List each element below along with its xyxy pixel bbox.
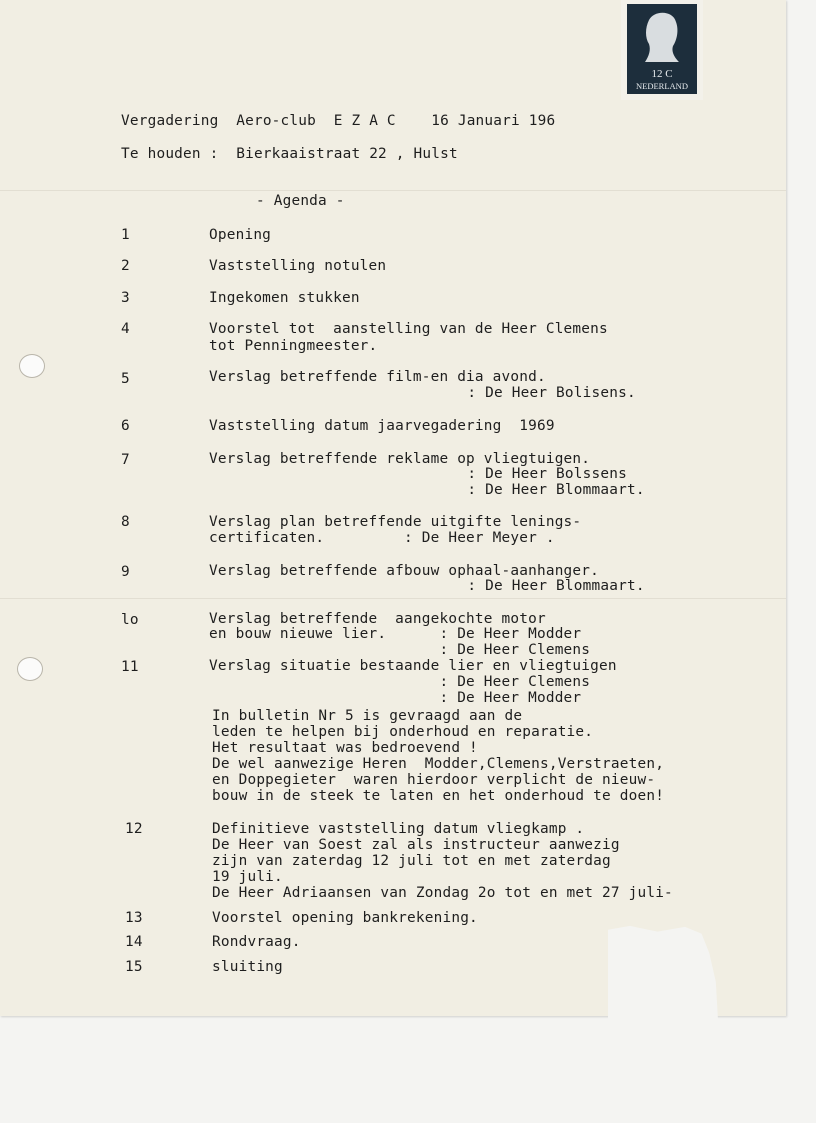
item-text: 19 juli. <box>212 869 283 885</box>
item-text: : De Heer Bolssens <box>299 466 627 482</box>
item-text: certificaten. : De Heer Meyer . <box>209 530 555 546</box>
agenda-title: - Agenda - <box>256 193 345 209</box>
item-text: Voorstel opening bankrekening. <box>212 910 478 926</box>
item-text: De Heer Adriaansen van Zondag 2o tot en met 27 juli- <box>212 885 673 901</box>
item-text: Vaststelling datum jaarvegadering 1969 <box>209 418 555 434</box>
item-text: Opening <box>209 227 272 243</box>
item-text: Verslag betreffende film-en dia avond. <box>209 369 546 385</box>
item-text: In bulletin Nr 5 is gevraagd aan de <box>212 708 523 724</box>
fold-line <box>0 190 786 191</box>
stamp-value: 12 C <box>651 68 673 80</box>
item-text: Verslag betreffende afbouw ophaal-aanhanger. <box>209 563 600 579</box>
item-text: Ingekomen stukken <box>209 290 360 306</box>
item-number: 13 <box>125 910 143 926</box>
item-number: 3 <box>121 290 130 306</box>
item-text: Het resultaat was bedroevend ! <box>212 740 478 756</box>
item-text: : De Heer Blommaart. <box>299 482 645 498</box>
item-text: Verslag situatie bestaande lier en vliegtuigen <box>209 658 617 674</box>
item-number: 5 <box>121 371 130 387</box>
item-number: 11 <box>121 659 139 675</box>
item-text: Verslag betreffende reklame op vliegtuigen. <box>209 451 591 467</box>
item-text: Voorstel tot aanstelling van de Heer Clemens <box>209 321 608 337</box>
item-text: leden te helpen bij onderhoud en reparatie. <box>212 724 594 740</box>
postage-stamp <box>621 0 703 100</box>
meeting-line: Vergadering Aero-club E Z A C 16 Januari 196 <box>121 113 556 129</box>
torn-corner <box>608 924 718 1020</box>
item-number: 1 <box>121 227 130 243</box>
fold-line <box>0 598 786 599</box>
item-text: : De Heer Clemens <box>209 642 591 658</box>
punch-hole <box>17 657 43 681</box>
item-text: Verslag betreffende aangekochte motor <box>209 611 546 627</box>
item-number: 6 <box>121 418 130 434</box>
item-text: Vaststelling notulen <box>209 258 387 274</box>
item-text: tot Penningmeester. <box>209 338 378 354</box>
item-number: 8 <box>121 514 130 530</box>
item-text: : De Heer Bolisens. <box>299 385 636 401</box>
item-text: : De Heer Modder <box>209 690 582 706</box>
item-text: Verslag plan betreffende uitgifte lenings- <box>209 514 582 530</box>
item-text: sluiting <box>212 959 283 975</box>
item-number: 12 <box>125 821 143 837</box>
item-text: en Doppegieter waren hierdoor verplicht de nieuw- <box>212 772 656 788</box>
item-number: lo <box>121 612 139 628</box>
item-text: De Heer van Soest zal als instructeur aanwezig <box>212 837 620 853</box>
item-text: De wel aanwezige Heren Modder,Clemens,Verstraeten, <box>212 756 665 772</box>
item-number: 4 <box>121 321 130 337</box>
item-text: : De Heer Blommaart. <box>299 578 645 594</box>
item-text: bouw in de steek te laten en het onderhoud te doen! <box>212 788 665 804</box>
item-number: 9 <box>121 564 130 580</box>
item-number: 15 <box>125 959 143 975</box>
item-text: Rondvraag. <box>212 934 301 950</box>
item-text: : De Heer Clemens <box>209 674 591 690</box>
item-text: en bouw nieuwe lier. : De Heer Modder <box>209 626 582 642</box>
item-text: Definitieve vaststelling datum vliegkamp . <box>212 821 585 837</box>
item-text: zijn van zaterdag 12 juli tot en met zaterdag <box>212 853 611 869</box>
item-number: 7 <box>121 452 130 468</box>
location-line: Te houden : Bierkaaistraat 22 , Hulst <box>121 146 458 162</box>
punch-hole <box>19 354 45 378</box>
item-number: 14 <box>125 934 143 950</box>
item-number: 2 <box>121 258 130 274</box>
stamp-country: NEDERLAND <box>636 81 688 91</box>
